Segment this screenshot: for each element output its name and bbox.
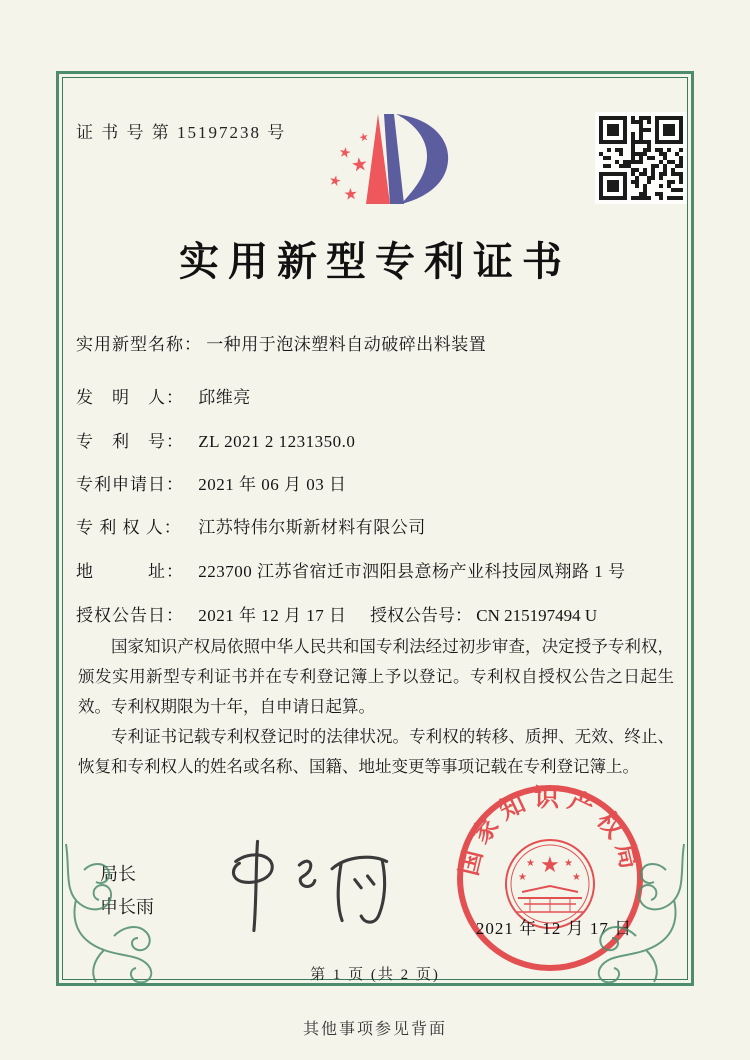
director-name: 申长雨 xyxy=(100,897,154,917)
field-label: 发 明 人： xyxy=(76,388,184,407)
legal-text xyxy=(78,632,674,782)
svg-text:★: ★ xyxy=(349,152,370,177)
certificate-number: 证 书 号 第 15197238 号 xyxy=(76,123,287,142)
field-patentee xyxy=(76,513,426,538)
svg-text:国家知识产权局: 国家知识产权局 xyxy=(455,785,645,879)
svg-text:★: ★ xyxy=(327,172,343,191)
svg-text:★: ★ xyxy=(357,129,371,145)
field-grant-date xyxy=(76,601,347,626)
svg-text:★: ★ xyxy=(342,183,359,204)
field-value: 2021 年 06 月 03 日 xyxy=(198,475,347,494)
legal-paragraph-2: 专利证书记载专利权登记时的法律状况。专利权的转移、质押、无效、终止、恢复和专利权人的姓名或名称、国籍、地址变更等事项记载在专利登记簿上。 xyxy=(78,727,674,776)
field-value: 邱维亮 xyxy=(198,388,251,407)
svg-text:★: ★ xyxy=(518,872,527,883)
seal-date: 2021 年 12 月 17 日 xyxy=(475,919,633,938)
certificate-title: 实用新型专利证书 xyxy=(179,239,571,284)
field-value: 2021 年 12 月 17 日 xyxy=(198,606,347,625)
field-label: 实用新型名称： xyxy=(76,335,202,354)
svg-text:★: ★ xyxy=(540,853,560,878)
field-value: 江苏特伟尔斯新材料有限公司 xyxy=(198,518,426,537)
field-label: 专 利 权 人： xyxy=(76,518,182,537)
cnipa-logo-icon xyxy=(308,104,454,220)
field-label: 授权公告号： xyxy=(370,606,472,625)
field-inventor xyxy=(76,383,251,408)
field-label: 专利申请日： xyxy=(76,475,184,494)
svg-text:★: ★ xyxy=(572,872,581,883)
field-label: 授权公告日： xyxy=(76,606,184,625)
field-utility-model-name xyxy=(76,330,486,355)
page-number: 第 1 页 (共 2 页) xyxy=(310,967,440,983)
qr-code-icon xyxy=(595,112,687,204)
field-value: CN 215197494 U xyxy=(476,606,598,625)
field-grant-number xyxy=(370,601,597,626)
field-value: 223700 江苏省宿迁市泗阳县意杨产业科技园凤翔路 1 号 xyxy=(198,562,626,581)
field-address xyxy=(76,557,626,582)
field-label: 专 利 号： xyxy=(76,432,184,451)
svg-text:★: ★ xyxy=(337,144,353,163)
svg-text:★: ★ xyxy=(564,858,573,869)
field-value: ZL 2021 2 1231350.0 xyxy=(198,432,356,451)
field-value: 一种用于泡沫塑料自动破碎出料装置 xyxy=(206,335,487,354)
director-title: 局长 xyxy=(100,864,136,884)
back-note: 其他事项参见背面 xyxy=(302,1021,447,1038)
field-label: 地 址： xyxy=(76,562,184,581)
field-filing-date xyxy=(76,470,347,495)
director-signature-icon xyxy=(198,836,408,936)
svg-text:★: ★ xyxy=(526,858,535,869)
field-patent-number xyxy=(76,427,355,452)
legal-paragraph-1: 国家知识产权局依照中华人民共和国专利法经过初步审查，决定授予专利权，颁发实用新型专利证书并在专利登记簿上予以登记。专利权自授权公告之日起生效。专利权期限为十年，自申请日起算。 xyxy=(78,637,674,716)
